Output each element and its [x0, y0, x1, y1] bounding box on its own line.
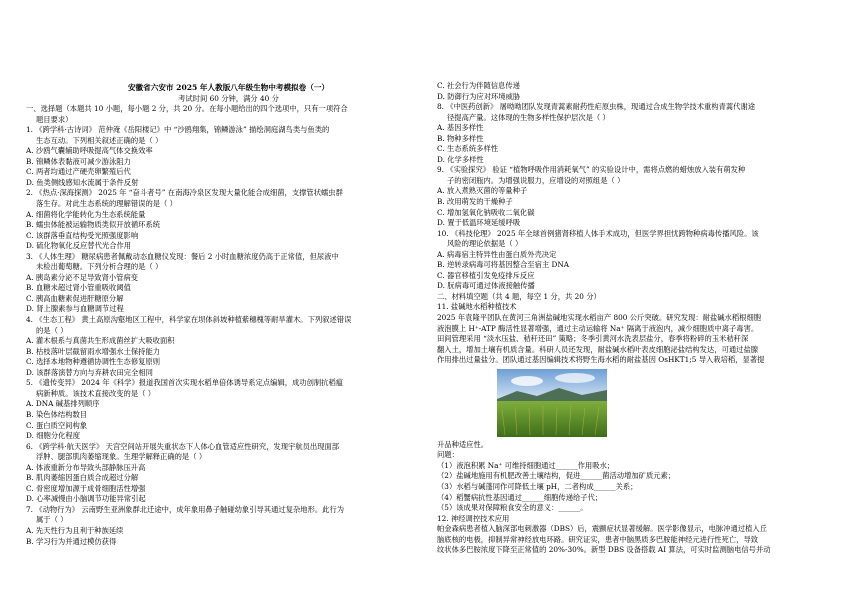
right-column	[437, 81, 837, 556]
left-line: 未检出葡萄糖。下列分析合理的是（ ）	[36, 262, 163, 272]
left-column	[26, 0, 431, 547]
left-line: A. 细菌将化学能转化为生态系统能量	[26, 209, 146, 219]
left-line: A. 沙鸥气囊辅助呼吸提高气体交换效率	[26, 146, 153, 156]
left-line: B. 蠕虫体能被运输物质类似开放循环系统	[26, 220, 161, 230]
left-line: A. DNA 碱基排列顺序	[26, 399, 100, 409]
left-line: A. 先天性行为且利于种族延续	[26, 525, 124, 535]
right-line: B. 逆转录病毒可将基因整合至宿主 DNA	[437, 260, 569, 270]
right-line: 子的密闭瓶内。为增强说服力，应增设的对照组是（ ）	[447, 175, 625, 185]
left-line: B. 血糖未超过肾小管重吸收阈值	[26, 283, 131, 293]
left-line: 浮肿、腿部肌肉萎缩现象。生理学解释正确的是（ ）	[36, 452, 207, 462]
right-line: 帕金森病患者植入脑深部电刺激器（DBS）后，震颤症状显著缓解。医学影像显示，电脉冲通过植入丘	[437, 524, 767, 534]
right-line: 2025 年袁隆平团队在黄河三角洲盐碱地实现水稻亩产 800 公斤突破。研究发现：耐盐碱水稻根细胞	[437, 313, 762, 323]
right-line: A. 放入煮熟灭菌的等量种子	[437, 186, 528, 196]
left-line: D. 硫化物氧化反应替代光合作用	[26, 241, 132, 251]
left-line: 属于（ ）	[36, 515, 68, 525]
left-line: 题目要求）	[36, 114, 73, 124]
right-line: 纹状体多巴胺浓度下降至正常值的 20%-30%。新型 DBS 设备搭载 AI 算法，可实时监测脑电信号并动	[437, 545, 771, 555]
right-line: 二、材料填空题（共 4 题，每空 1 分，共 20 分）	[437, 291, 601, 301]
left-line: C. 该群落垂直结构受光照强度影响	[26, 230, 139, 240]
left-line: 5. 《遗传变异》 2024 年《科学》报道我国首次实现水稻单倍体诱导系定点编辑，成功创制抗稻瘟	[26, 378, 344, 388]
left-line: 1. 《跨学科·古诗词》 范仲淹《岳阳楼记》中 “沙鸥翔集，锦鳞游泳” 描绘洞庭湖鸟类与鱼类的	[26, 125, 330, 135]
exam-meta: 考试时间 60 分钟，满分 40 分	[178, 93, 279, 103]
right-line: （1）液泡积累 Na⁺ 可维持细胞通过______作用吸水；	[437, 460, 615, 470]
right-line: D. 化学多样性	[437, 154, 484, 164]
left-line: A. 体液重新分布导致头部静脉压升高	[26, 462, 146, 472]
left-question-list	[26, 104, 431, 547]
left-line: D. 细胞分化程度	[26, 431, 81, 441]
right-question-list	[437, 81, 837, 366]
right-line: 径提高产量。这体现的生物多样性保护层次是（ ）	[447, 112, 610, 122]
left-line: D. 鱼类侧线感知水流属于条件反射	[26, 177, 139, 187]
right-line: 问题：	[437, 450, 459, 460]
left-line: D. 该群落演替方向与弃耕农田完全相同	[26, 367, 153, 377]
right-line: 11. 盐碱地水稻种植技术	[437, 302, 517, 312]
right-line: 10. 《科技伦理》 2025 年全球首例猪肾移植人体手术成功，但医学界担忧跨物种病毒传播风险。该	[437, 228, 759, 238]
right-line: C. 增加氢氧化钠吸收二氧化碳	[437, 207, 535, 217]
left-line: 的是（ ）	[36, 325, 68, 335]
right-line: 升品种适应性。	[437, 439, 489, 449]
right-line: （2）盐碱地施用有机肥改善土壤结构，促进______菌活动增加矿质元素；	[437, 471, 676, 481]
right-line: C. 社会行为伴随信息传递	[437, 81, 520, 90]
right-line: 风险的理论依据是（ ）	[447, 239, 523, 249]
right-line: B. 改用萌发的干燥种子	[437, 197, 513, 207]
left-line: B. 肌肉萎缩因蛋白质合成超过分解	[26, 473, 139, 483]
left-line: 7. 《动物行为》 云南野生亚洲象群北迁途中，成年象用鼻子触碰幼象引导其通过复杂地形。此行为	[26, 504, 345, 514]
right-line: （4）稻蟹病抗性基因通过______细胞传递给子代；	[437, 492, 603, 502]
left-line: 3. 《人体生理》 糖尿病患者佩戴动态血糖仪发现：餐后 2 小时血糖浓度仍高于正常值，但尿液中	[26, 251, 339, 261]
right-line: A. 基因多样性	[437, 123, 484, 133]
left-line: B. 枯枝落叶层截留雨水增强水土保持能力	[26, 346, 161, 356]
right-line: 9. 《实验探究》 验证 “植物呼吸作用消耗氧气” 的实验设计中，需将点燃的蜡烛放入装有萌发种	[437, 165, 746, 175]
right-question-list-continued	[437, 440, 837, 556]
left-line: A. 灌木根系与真菌共生形成菌丝扩大吸收面积	[26, 336, 175, 346]
rice-field-photo	[497, 369, 607, 437]
left-line: 落生存。对此生态系统的理解错误的是（ ）	[36, 199, 177, 209]
right-line: A. 病毒宿主特异性由蛋白质外壳决定	[437, 249, 557, 259]
left-line: A. 胰岛素分泌不足导致肾小管病变	[26, 272, 139, 282]
right-line: 液泡膜上 H⁺-ATP 酶活性显著增强，通过主动运输将 Na⁺ 隔离于液泡内，减少细胞质中离子毒害。	[437, 323, 759, 333]
left-line: 2. 《热点·深海探测》 2025 年 “奋斗者号” 在南海冷泉区发现大量化能合成细菌，支撑管状蠕虫群	[26, 188, 343, 198]
page-title: 安徽省六安市 2025 年人教版八年级生物中考模拟卷（一）	[127, 83, 330, 92]
right-line: 田间管理采用 “淡水压盐、秸秆还田” 策略；冬季引黄河水洗表层盐分，春季将粉碎的玉米秸秆深	[437, 334, 749, 344]
left-line: C. 蛋白质空间构象	[26, 420, 88, 430]
left-line: 生态互动。下列相关叙述正确的是（ ）	[36, 135, 163, 145]
left-line: 4. 《生态工程》 黄土高原沟壑地区工程中，科学家在坝体斜坡种植紫穗槐等耐旱灌木。下列叙述错误	[26, 315, 352, 325]
right-line: D. 防御行为应对环境威胁	[437, 91, 521, 101]
right-line: C. 生态系统多样性	[437, 144, 499, 154]
right-line: 12. 神经调控技术应用	[437, 513, 510, 523]
left-line: C. 骨密度增加源于成骨细胞活性增强	[26, 483, 146, 493]
left-line: C. 两者均通过产硬壳卵繁殖后代	[26, 167, 131, 177]
right-line: C. 器官移植引发免疫排斥反应	[437, 270, 535, 280]
left-line: B. 染色体结构数目	[26, 409, 88, 419]
left-line: 一、选择题（本题共 10 小题，每小题 2 分，共 20 分。在每小题给出的四个选项中，只有一项符合	[26, 104, 348, 114]
right-line: 8. 《中医药创新》 屠呦呦团队发现青蒿素耐药性疟原虫株，现通过合成生物学技术重构青蒿代谢途	[437, 102, 756, 112]
left-line: 6. 《跨学科·航天医学》 天宫空间站开展失重状态下人体心血管适应性研究，发现宇航员出现面部	[26, 441, 340, 451]
right-line: （3）水稻与碱蓬同作可降低土壤 pH，二者构成______关系；	[437, 481, 638, 491]
right-line: D. 置于低温环境延缓呼吸	[437, 218, 521, 228]
right-line: 翻入土，增加土壤有机质含量。科研人员还发现，耐盐碱水稻叶表皮细胞泌盐结构发达，可通过盐腺	[437, 344, 759, 354]
right-line: D. 朊病毒可通过体液接触传播	[437, 281, 535, 291]
left-line: C. 选择本地物种遵循协调性生态修复原则	[26, 357, 161, 367]
right-line: B. 物种多样性	[437, 133, 484, 143]
left-line: 病新种质。该技术直接改变的是（ ）	[36, 388, 156, 398]
left-line: C. 胰高血糖素促进肝糖原分解	[26, 293, 124, 303]
left-line: D. 肾上腺素参与血糖调节过程	[26, 304, 124, 314]
right-line: 作用排出过量盐分。团队通过基因编辑技术将野生海水稻的耐盐基因 OsHKT1;5 导入栽培稻，显著提	[437, 355, 765, 365]
right-line: （5）该成果对保障粮食安全的意义：______。	[437, 503, 588, 513]
left-line: B. 学习行为并通过模仿获得	[26, 536, 117, 546]
left-line: B. 锦鳞体表黏液可减少游泳阻力	[26, 156, 131, 166]
right-line: 脑底核的电极，抑制异常神经放电环路。研究证实，患者中脑黑质多巴胺能神经元进行性死亡，导致	[437, 534, 759, 544]
left-line: D. 心率减慢由小脑调节功能异常引起	[26, 494, 146, 504]
